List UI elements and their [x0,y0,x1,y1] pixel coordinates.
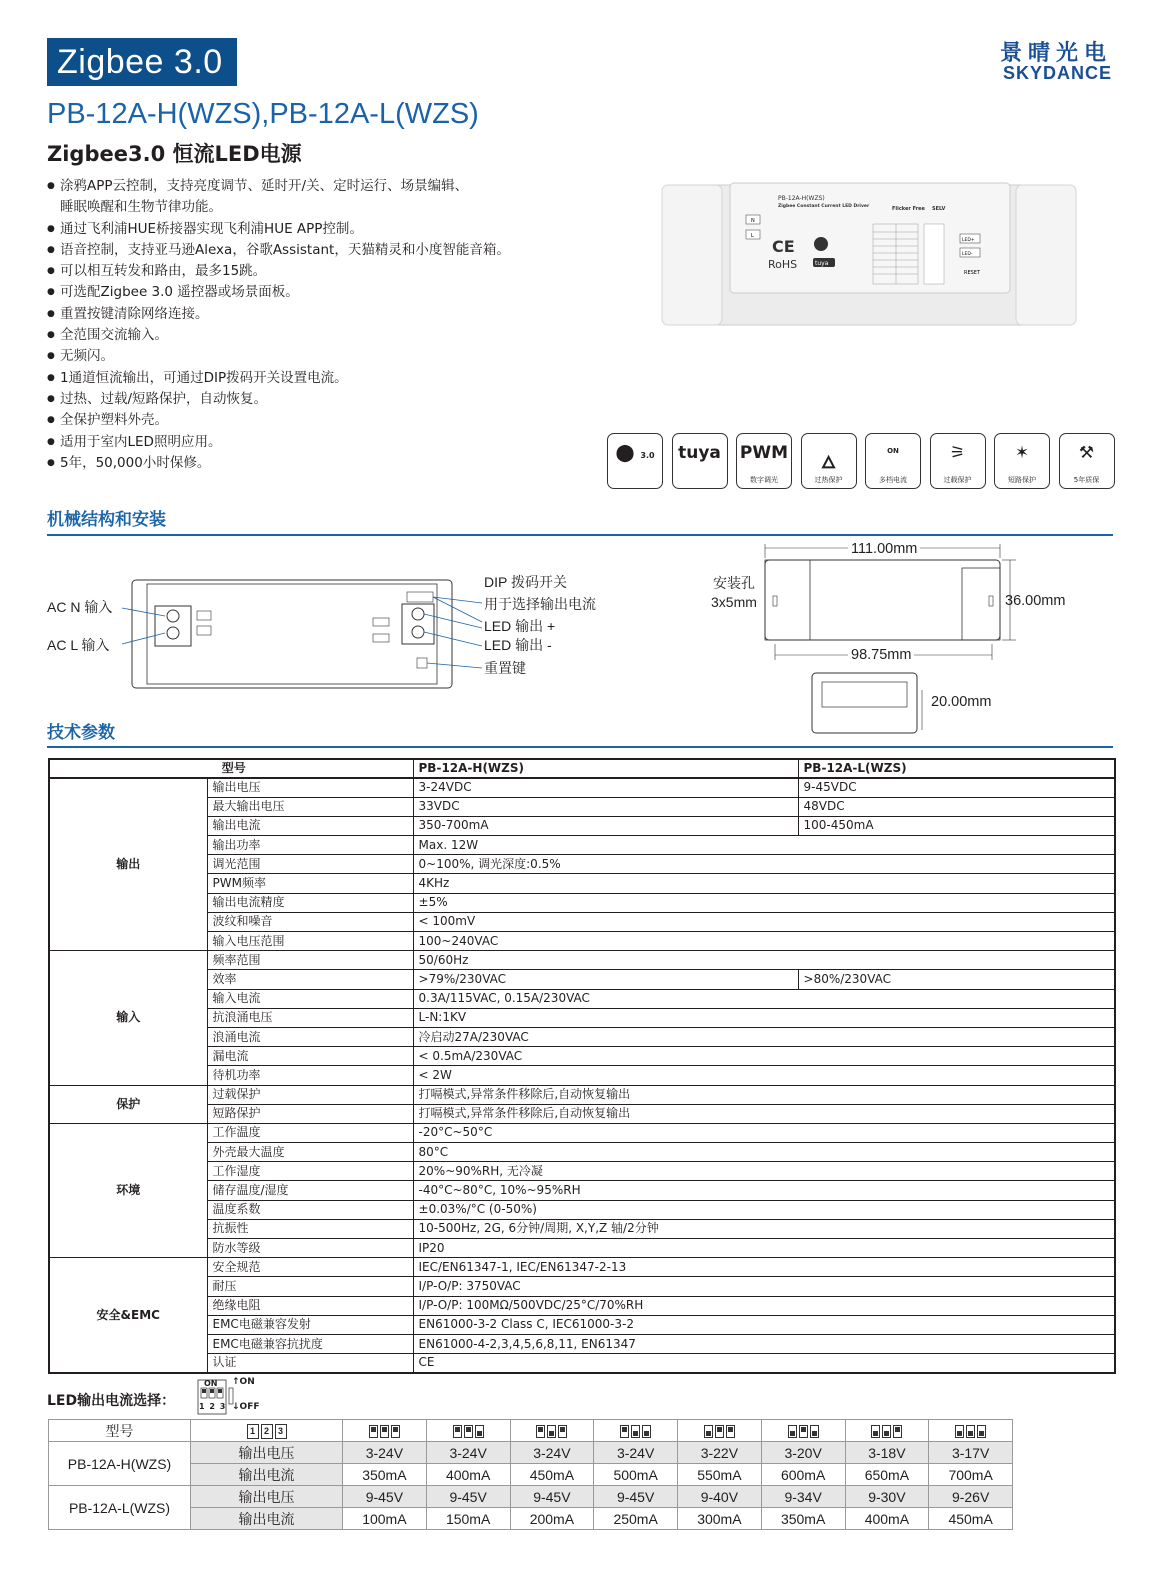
category-output: 输出 [49,778,207,951]
icon-caption: 多档电流 [879,476,907,484]
dip-value: 3-22V [678,1442,762,1464]
category-protect: 保护 [49,1085,207,1123]
warranty-icon [1059,433,1115,489]
switch-off [642,1425,651,1438]
dip-value: 3-24V [343,1442,427,1464]
param-name: 绝缘电阻 [207,1296,413,1315]
param-name: 待机功率 [207,1066,413,1085]
dip-pattern [761,1420,845,1442]
switch-on [380,1425,389,1438]
param-name: 浪涌电流 [207,1027,413,1046]
icon-caption: 短路保护 [1008,476,1036,484]
dip-label-2: 用于选择输出电流 [484,596,596,612]
switch-on [620,1425,629,1438]
zigbee-icon-glyph: ⬤ 3.0 [615,443,655,463]
param-name: 波纹和噪音 [207,912,413,931]
switch-on [453,1425,462,1438]
param-value: I/P-O/P: 3750VAC [413,1277,1115,1296]
feature-item: ● 可选配Zigbee 3.0 遥控器或场景面板。 [47,282,607,303]
param-value: 0~100%, 调光深度:0.5% [413,855,1115,874]
param-name: 调光范围 [207,855,413,874]
brand-en: SKYDANCE [1002,63,1112,83]
width-dim: 111.00mm [848,541,920,557]
flame-icon [801,433,857,489]
spec-row [49,1162,1115,1181]
dip-row-label: 输出电流 [191,1464,343,1486]
overload-icon [930,433,986,489]
param-value-l: 9-45VDC [798,778,1115,797]
tech-divider [47,746,1113,748]
icon-caption: 过热保护 [814,476,843,484]
param-name: 输出电流精度 [207,893,413,912]
param-value: 打嗝模式,异常条件移除后,自动恢复输出 [413,1104,1115,1123]
dip-value: 450mA [510,1464,594,1486]
dip-model-name: PB-12A-L(WZS) [49,1486,191,1530]
param-value: 20%~90%RH, 无冷凝 [413,1162,1115,1181]
dip-value: 9-26V [929,1486,1013,1508]
param-value-h: >79%/230VAC [413,970,798,989]
dip-row-label: 输出电压 [191,1486,343,1508]
spec-row [49,1200,1115,1219]
spec-row [49,836,1115,855]
spec-row [49,1104,1115,1123]
param-value: I/P-O/P: 100MΩ/500VDC/25°C/70%RH [413,1296,1115,1315]
param-name: 储存温度/湿度 [207,1181,413,1200]
short-circuit-icon-glyph: ✶ [1014,443,1030,463]
dip-row-label: 输出电压 [191,1442,343,1464]
dip-value: 400mA [845,1508,929,1530]
badge: Zigbee 3.0 [47,38,237,86]
param-name: 过载保护 [207,1085,413,1104]
category-safety: 安全&EMC [49,1258,207,1373]
product-type: Zigbee Constant Current LED Driver [778,204,870,209]
product-image [660,180,1078,330]
param-value: ±0.03%/°C (0-50%) [413,1200,1115,1219]
feature-item: ● 过热、过载/短路保护，自动恢复。 [47,389,607,410]
spec-row [49,912,1115,931]
dip-value: 400mA [426,1464,510,1486]
dip-value: 9-45V [426,1486,510,1508]
num-1: 1 [247,1424,259,1439]
spec-row [49,1085,1115,1104]
num-2: 2 [261,1424,273,1439]
feature-item: ● 全范围交流输入。 [47,325,607,346]
spec-row [49,1334,1115,1353]
switch-on [893,1425,902,1438]
dip-row-label: 输出电流 [191,1508,343,1530]
switch-on [369,1425,378,1438]
rohs-text: RoHS [768,258,798,271]
spec-row [49,970,1115,989]
switch-off [547,1425,556,1438]
spec-row [49,874,1115,893]
depth-dim: 20.00mm [931,694,992,710]
param-value: L-N:1KV [413,1008,1115,1027]
mech-title: 机械结构和安装 [47,510,166,530]
switch-off [882,1425,891,1438]
dip-pattern [510,1420,594,1442]
spec-row [49,1219,1115,1238]
switch-off [966,1425,975,1438]
icon-caption: 过载保护 [943,476,972,484]
param-value: 冷启动27A/230VAC [413,1027,1115,1046]
feature-item: ● 适用于室内LED照明应用。 [47,432,607,453]
param-value-l: 48VDC [798,797,1115,816]
ledp-label: LED+ [962,238,975,243]
dip-value: 600mA [761,1464,845,1486]
dip-value: 350mA [761,1508,845,1530]
param-value: < 0.5mA/230VAC [413,1047,1115,1066]
switch-on [391,1425,400,1438]
switch-on [536,1425,545,1438]
dip-value: 150mA [426,1508,510,1530]
dip-value: 9-45V [343,1486,427,1508]
header-model: 型号 [49,759,413,778]
icon-caption: 数字调光 [750,476,778,484]
feature-item: ● 1通道恒流输出，可通过DIP拨码开关设置电流。 [47,368,607,389]
brand-cn: 景晴光电 [999,41,1112,66]
height-dim: 36.00mm [1005,593,1066,609]
dip-model-name: PB-12A-H(WZS) [49,1442,191,1486]
dip-row [49,1486,1013,1508]
param-name: 认证 [207,1354,413,1373]
tuya-mini: tuya [815,260,829,267]
dip-value: 450mA [929,1508,1013,1530]
param-value: ±5% [413,893,1115,912]
n-label: N [751,218,755,224]
switch-off [631,1425,640,1438]
param-name: 输出功率 [207,836,413,855]
param-value: < 2W [413,1066,1115,1085]
reset-label: RESET [964,270,981,276]
switch-off [871,1425,880,1438]
flicker-text: Flicker Free [892,206,925,212]
switch-on [464,1425,473,1438]
dip-value: 9-34V [761,1486,845,1508]
acl-label: AC L 输入 [47,637,110,653]
dip-value: 700mA [929,1464,1013,1486]
spec-row [49,855,1115,874]
spec-row [49,932,1115,951]
l-label: L [751,233,754,239]
spec-table [48,758,1116,1374]
param-value: IP20 [413,1239,1115,1258]
feature-item: ● 5年，50,000小时保修。 [47,453,607,474]
feature-item: ● 通过飞利浦HUE桥接器实现飞利浦HUE APP控制。 [47,219,607,240]
dip-nums: 1 2 3 [199,1402,227,1411]
param-value-l: >80%/230VAC [798,970,1115,989]
spec-row [49,1027,1115,1046]
short-circuit-icon [994,433,1050,489]
header-l: PB-12A-L(WZS) [798,759,1115,778]
acn-label: AC N 输入 [47,599,113,615]
dip-selection-label: LED输出电流选择： [47,1393,176,1409]
dip-value: 9-45V [510,1486,594,1508]
hole-label: 安装孔 [713,575,755,591]
param-name: 安全规范 [207,1258,413,1277]
param-value: EN61000-4-2,3,4,5,6,8,11, EN61347 [413,1334,1115,1353]
tech-title: 技术参数 [47,723,115,743]
mech-divider [47,534,1113,536]
switch-on [715,1425,724,1438]
param-name: 效率 [207,970,413,989]
dip-pattern [845,1420,929,1442]
feature-item: ● 可以相互转发和路由，最多15跳。 [47,261,607,282]
spec-row [49,1047,1115,1066]
param-name: PWM频率 [207,874,413,893]
ledm-out-label: LED 输出 - [484,637,552,653]
dip-value: 3-17V [929,1442,1013,1464]
dip-on-top: ON [204,1379,218,1388]
reset-key-label: 重置键 [484,660,526,676]
feature-list [47,176,607,474]
dip-on-label: ↑ON [232,1377,255,1387]
svg-text:CE: CE [772,237,795,256]
dip-value: 9-40V [678,1486,762,1508]
spec-row [49,1258,1115,1277]
dip-value: 300mA [678,1508,762,1530]
icon-label: 3.0 [640,451,655,460]
dip-value: 3-18V [845,1442,929,1464]
spec-row [49,1277,1115,1296]
model-title: PB-12A-H(WZS),PB-12A-L(WZS) [47,98,479,130]
param-value-h: 3-24VDC [413,778,798,797]
off-text: OFF [239,1402,260,1412]
param-name: 工作湿度 [207,1162,413,1181]
spec-row [49,1181,1115,1200]
hole-size: 3x5mm [711,594,757,610]
spec-row [49,816,1115,835]
param-value: 4KHz [413,874,1115,893]
dip-value: 500mA [594,1464,678,1486]
icon-caption: 5年质保 [1073,476,1100,484]
flame-icon-glyph: 🜂 [821,453,836,473]
param-name: 漏电流 [207,1047,413,1066]
dip-icon-glyph [866,438,920,458]
switch-on [558,1425,567,1438]
param-name: 工作温度 [207,1123,413,1142]
dip-value: 350mA [343,1464,427,1486]
switch-off [704,1425,713,1438]
param-value: EN61000-3-2 Class C, IEC61000-3-2 [413,1315,1115,1334]
param-value-l: 100-450mA [798,816,1115,835]
feature-item: ● 无频闪。 [47,346,607,367]
dip-row [49,1442,1013,1464]
dip-value: 3-20V [761,1442,845,1464]
ledm-label: LED- [962,252,973,257]
param-value-h: 33VDC [413,797,798,816]
param-value: Max. 12W [413,836,1115,855]
switch-on [799,1425,808,1438]
param-name: 温度系数 [207,1200,413,1219]
dip-label-1: DIP 拨码开关 [484,574,567,590]
param-name: 抗浪涌电压 [207,1008,413,1027]
switch-on [726,1425,735,1438]
dip-value: 200mA [510,1508,594,1530]
header-h: PB-12A-H(WZS) [413,759,798,778]
dip-off-label: ↓OFF [232,1402,260,1412]
switch-off [788,1425,797,1438]
param-value: IEC/EN61347-1, IEC/EN61347-2-13 [413,1258,1115,1277]
feature-item: ● 涂鸦APP云控制，支持亮度调节、延时开/关、定时运行、场景编辑、 [47,176,607,197]
spec-row [49,1296,1115,1315]
param-name: 短路保护 [207,1104,413,1123]
category-env: 环境 [49,1123,207,1257]
dip-value: 650mA [845,1464,929,1486]
spec-row [49,1066,1115,1085]
dip-row [49,1508,1013,1530]
param-name: EMC电磁兼容发射 [207,1315,413,1334]
spec-row [49,778,1115,797]
spec-row [49,1143,1115,1162]
spec-row [49,1354,1115,1373]
param-value: 打嗝模式,异常条件移除后,自动恢复输出 [413,1085,1115,1104]
icon-label: tuya [678,443,721,463]
dip-pattern [678,1420,762,1442]
category-input: 输入 [49,951,207,1085]
spec-row [49,797,1115,816]
dip-pattern [426,1420,510,1442]
spec-row [49,989,1115,1008]
param-name: 耐压 [207,1277,413,1296]
dip-value: 9-45V [594,1486,678,1508]
param-name: EMC电磁兼容抗扰度 [207,1334,413,1353]
param-value: 10-500Hz, 2G, 6分钟/周期, X,Y,Z 轴/2分钟 [413,1219,1115,1238]
spec-row [49,1239,1115,1258]
hole-dist-dim: 98.75mm [848,647,914,663]
feature-item: 睡眠唤醒和生物节律功能。 [60,199,222,216]
param-value: -40°C~80°C, 10%~95%RH [413,1181,1115,1200]
param-value: 50/60Hz [413,951,1115,970]
dip-value: 9-30V [845,1486,929,1508]
on-text: ON [239,1377,255,1387]
dip-value: 100mA [343,1508,427,1530]
overload-icon-glyph: ⚞ [949,443,966,463]
param-name: 输入电流 [207,989,413,1008]
dip-pattern [594,1420,678,1442]
dip-value: 3-24V [594,1442,678,1464]
spec-row [49,1123,1115,1142]
param-value: 100~240VAC [413,932,1115,951]
feature-item: ● 重置按键清除网络连接。 [47,304,607,325]
ledp-out-label: LED 输出 + [484,618,556,634]
param-value: 80°C [413,1143,1115,1162]
feature-item: ● 语音控制，支持亚马逊Alexa，谷歌Assistant，天猫精灵和小度智能音箱。 [47,240,607,261]
param-name: 外壳最大温度 [207,1143,413,1162]
product-name: PB-12A-H(WZS) [778,195,825,202]
param-name: 频率范围 [207,951,413,970]
switch-off [955,1425,964,1438]
dip-value: 250mA [594,1508,678,1530]
pwm-icon-glyph [737,443,791,463]
param-value: 0.3A/115VAC, 0.15A/230VAC [413,989,1115,1008]
spec-row [49,893,1115,912]
zigbee-icon [607,433,663,489]
num-3: 3 [275,1424,287,1439]
param-name: 抗振性 [207,1219,413,1238]
dip-pattern [929,1420,1013,1442]
param-value: -20°C~50°C [413,1123,1115,1142]
dip-pattern [343,1420,427,1442]
dip-table [48,1419,1013,1530]
dip-icon [865,433,921,489]
dip-header-row [49,1420,1013,1442]
param-name: 输出电压 [207,778,413,797]
dip-switch-nums [191,1420,343,1442]
param-name: 防水等级 [207,1239,413,1258]
feature-item: ● 全保护塑料外壳。 [47,410,607,431]
dip-value: 3-24V [426,1442,510,1464]
icon-label: PWM [739,443,789,463]
switch-off [810,1425,819,1438]
spec-row [49,1008,1115,1027]
param-value: CE [413,1354,1115,1373]
dip-row [49,1464,1013,1486]
param-name: 输出电流 [207,816,413,835]
spec-row [49,1315,1115,1334]
dip-value: 3-24V [510,1442,594,1464]
selv-text: SELV [932,206,946,212]
subtitle: Zigbee3.0 恒流LED电源 [47,142,302,166]
spec-header-row [49,759,1115,778]
param-name: 最大输出电压 [207,797,413,816]
dimension-diagram [700,540,1120,740]
pwm-icon [736,433,792,489]
switch-off [475,1425,484,1438]
dip-model-header: 型号 [49,1420,191,1442]
param-name: 输入电压范围 [207,932,413,951]
dip-value: 550mA [678,1464,762,1486]
warranty-icon-glyph: ⚒ [1078,443,1095,463]
param-value: < 100mV [413,912,1115,931]
tuya-icon [672,433,728,489]
tuya-icon-glyph [673,443,727,463]
param-value-h: 350-700mA [413,816,798,835]
spec-row [49,951,1115,970]
switch-off [977,1425,986,1438]
icon-label: ON [887,447,899,455]
